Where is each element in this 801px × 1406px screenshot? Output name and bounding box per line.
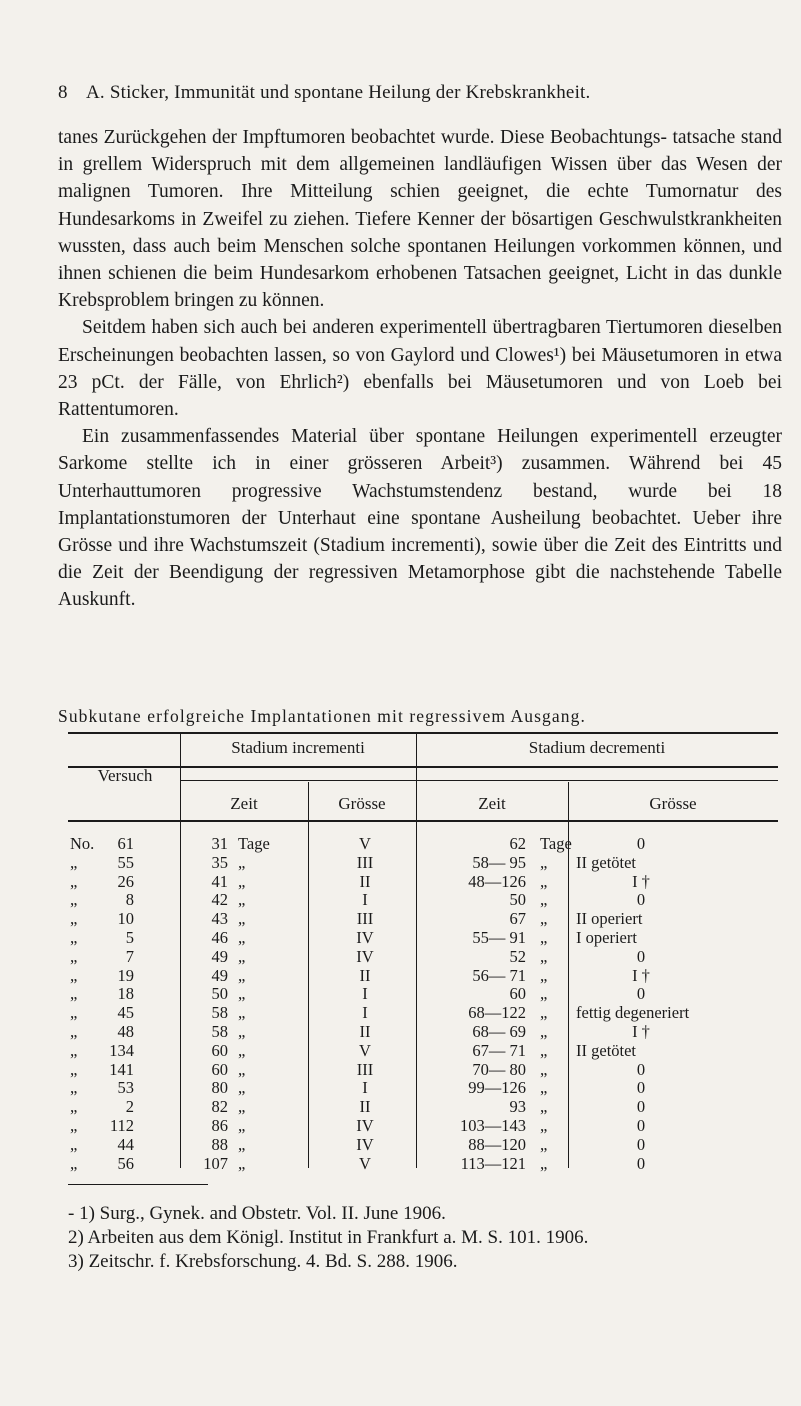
cell-groesse-incrementi: II [359,965,371,985]
cell-zeit-incrementi: 80 „ [211,1078,246,1098]
cell-versuch: „ 55 [70,852,134,872]
footnote-3: 3) Zeitschr. f. Krebsforschung. 4. Bd. S. 288. 1906. [68,1251,458,1272]
body-text [58,124,782,614]
cell-zeit-decrementi: 48—126 „ [468,871,548,891]
cell-groesse-decrementi: 0 [636,1116,646,1135]
subheader-rule-decrementi [416,780,778,781]
cell-versuch: „ 7 [70,946,134,966]
cell-groesse-decrementi: II getötet [576,852,637,872]
cell-zeit-decrementi: 62 Tage [509,834,572,853]
cell-groesse-incrementi: V [359,1040,371,1060]
column-header-bottom-rule [68,820,778,822]
header-versuch: Versuch [97,766,153,785]
cell-zeit-decrementi: 70— 80 „ [472,1059,548,1079]
cell-zeit-incrementi: 88 „ [211,1134,246,1154]
col-divider-2 [308,782,309,1168]
header-stadium-incrementi: Stadium incrementi [231,738,365,757]
cell-groesse-incrementi: IV [356,946,374,966]
cell-zeit-incrementi: 49 „ [211,946,246,966]
cell-versuch: „ 26 [70,871,134,891]
cell-zeit-decrementi: 88—120 „ [468,1134,548,1154]
cell-groesse-incrementi: II [359,1097,371,1117]
cell-groesse-decrementi: 0 [636,1134,646,1154]
cell-zeit-decrementi: 99—126 „ [468,1078,548,1098]
cell-groesse-incrementi: I [362,1003,368,1023]
table-header-rule [68,766,778,768]
cell-groesse-decrementi: II getötet [576,1040,637,1060]
cell-zeit-decrementi: 55— 91 „ [472,928,548,947]
cell-zeit-decrementi: 52 „ [509,946,548,966]
footnote-2: 2) Arbeiten aus dem Königl. Institut in Frankfurt a. M. S. 101. 1906. [68,1227,589,1248]
cell-zeit-decrementi: 113—121 „ [460,1153,548,1173]
cell-groesse-decrementi: II operiert [576,909,643,929]
cell-zeit-decrementi: 68—122 „ [468,1003,548,1023]
subheader-rule-incrementi [180,780,416,781]
cell-groesse-decrementi: 0 [636,1059,646,1079]
cell-zeit-decrementi: 58— 95 „ [472,852,548,872]
cell-zeit-incrementi: 60 „ [211,1059,246,1079]
cell-versuch: No. 61 [70,834,134,853]
cell-versuch: „ 53 [70,1078,134,1098]
table-bottom-rule [68,1184,208,1185]
cell-zeit-decrementi: 67 „ [509,909,548,929]
paragraph-3: Ein zusammenfassendes Material über spontane Heilungen experimentell erzeugter Sarkome stellte ich in einer grösseren Arbeit³) zusammen. Während bei 45 Unterhauttumoren progressive Wachstumstendenz bestand, wurde bei 18 Implantationstumoren der Unterhaut eine spontane Ausheilung beobachtet. Ueber ihre Grösse und ihre Wachstumszeit (Stadium incrementi), sowie über die Zeit des Eintritts und die Zeit der Beendigung der regressiven Metamorphose gibt die nachstehende Tabelle Auskunft. [58,426,782,611]
paragraph-2: Seitdem haben sich auch bei anderen experimentell übertragbaren Tiertumoren dieselben Erscheinungen beobachten lassen, so von Gaylord und Clowes¹) bei Mäusetumoren in etwa 23 pCt. der Fälle, von Ehrlich²) ebenfalls bei Mäusetumoren und von Loeb bei Rattentumoren. [58,317,782,421]
cell-zeit-decrementi: 103—143 „ [460,1116,548,1135]
cell-zeit-incrementi: 107 „ [203,1153,246,1173]
cell-groesse-decrementi: I † [632,1022,650,1041]
footnote-1: - 1) Surg., Gynek. and Obstetr. Vol. II. June 1906. [68,1203,446,1224]
cell-versuch: „ 134 [70,1040,134,1060]
header-zeit-decrementi: Zeit [478,794,506,813]
cell-versuch: „ 44 [70,1134,134,1154]
cell-zeit-incrementi: 82 „ [211,1097,246,1117]
cell-groesse-incrementi: II [359,1022,371,1041]
cell-versuch: „ 19 [70,965,134,985]
cell-zeit-incrementi: 42 „ [211,890,246,910]
cell-groesse-decrementi: 0 [636,946,646,966]
cell-zeit-decrementi: 67— 71 „ [472,1040,548,1060]
cell-zeit-incrementi: 41 „ [211,871,246,891]
cell-groesse-decrementi: 0 [636,984,646,1004]
cell-groesse-incrementi: I [362,984,368,1004]
cell-groesse-incrementi: V [359,1153,371,1173]
table-top-rule [68,732,778,734]
cell-groesse-decrementi: I operiert [576,928,637,947]
running-header [58,82,738,104]
cell-zeit-decrementi: 93 „ [509,1097,548,1117]
cell-zeit-incrementi: 46 „ [211,928,246,947]
cell-zeit-incrementi: 43 „ [211,909,246,929]
cell-groesse-decrementi: fettig degeneriert [576,1003,690,1023]
cell-versuch: „ 48 [70,1022,134,1041]
cell-groesse-incrementi: III [356,909,374,929]
cell-versuch: „ 5 [70,928,134,947]
cell-zeit-decrementi: 50 „ [509,890,548,910]
cell-versuch: „ 56 [70,1153,134,1173]
cell-groesse-decrementi: 0 [636,1078,646,1098]
cell-versuch: „ 2 [70,1097,134,1117]
cell-versuch: „ 10 [70,909,134,929]
running-title: A. Sticker, Immunität und spontane Heilung der Krebskrankheit. [86,82,591,103]
cell-zeit-incrementi: 58 „ [211,1003,246,1023]
cell-versuch: „ 45 [70,1003,134,1023]
footnotes [68,1202,788,1274]
cell-zeit-incrementi: 60 „ [211,1040,246,1060]
paragraph-1: tanes Zurückgehen der Impftumoren beobachtet wurde. Diese Beobachtungs- tatsache stand in grellem Widerspruch mit dem allgemeinen landläufigen Wissen über das Wesen der malignen Tumoren. Ihre Mitteilung schien geeignet, die echte Tumornatur des Hundesarkoms in Zweifel zu ziehen. Tiefere Kenner der bösartigen Geschwulstkrankheiten wussten, dass auch beim Menschen solche spontanen Heilungen vorkommen können, und ihnen schienen die beim Hundesarkom erhobenen Tatsachen geeignet, Licht in das dunkle Krebsproblem bringen zu können. [58,127,782,312]
cell-groesse-incrementi: IV [356,1134,374,1154]
cell-groesse-incrementi: IV [356,1116,374,1135]
header-groesse-incrementi: Grösse [338,794,386,813]
cell-groesse-incrementi: I [362,890,368,910]
cell-groesse-decrementi: 0 [636,834,646,853]
header-groesse-decrementi: Grösse [649,794,697,813]
cell-zeit-incrementi: 50 „ [211,984,246,1004]
cell-groesse-incrementi: III [356,852,374,872]
cell-zeit-incrementi: 31 Tage [211,834,270,853]
cell-zeit-incrementi: 86 „ [211,1116,246,1135]
cell-versuch: „ 141 [70,1059,134,1079]
page-number: 8 [58,82,68,103]
cell-groesse-decrementi: 0 [636,1153,646,1173]
cell-zeit-incrementi: 35 „ [211,852,246,872]
cell-versuch: „ 8 [70,890,134,910]
cell-groesse-incrementi: III [356,1059,374,1079]
table-caption: Subkutane erfolgreiche Implantationen mit regressivem Ausgang. [58,706,586,726]
cell-groesse-decrementi: I † [632,965,650,985]
header-stadium-decrementi: Stadium decrementi [528,738,666,757]
cell-zeit-decrementi: 56— 71 „ [472,965,548,985]
cell-versuch: „ 18 [70,984,134,1004]
cell-zeit-decrementi: 60 „ [509,984,548,1004]
cell-groesse-incrementi: I [362,1078,368,1098]
cell-versuch: „ 112 [70,1116,134,1135]
cell-groesse-decrementi: 0 [636,1097,646,1117]
cell-groesse-incrementi: V [359,834,371,853]
cell-zeit-incrementi: 58 „ [211,1022,246,1041]
cell-zeit-incrementi: 49 „ [211,965,246,985]
cell-groesse-incrementi: IV [356,928,374,947]
cell-zeit-decrementi: 68— 69 „ [472,1022,548,1041]
header-zeit-incrementi: Zeit [230,794,258,813]
cell-groesse-decrementi: 0 [636,890,646,910]
cell-groesse-decrementi: I † [632,871,650,891]
cell-groesse-incrementi: II [359,871,371,891]
